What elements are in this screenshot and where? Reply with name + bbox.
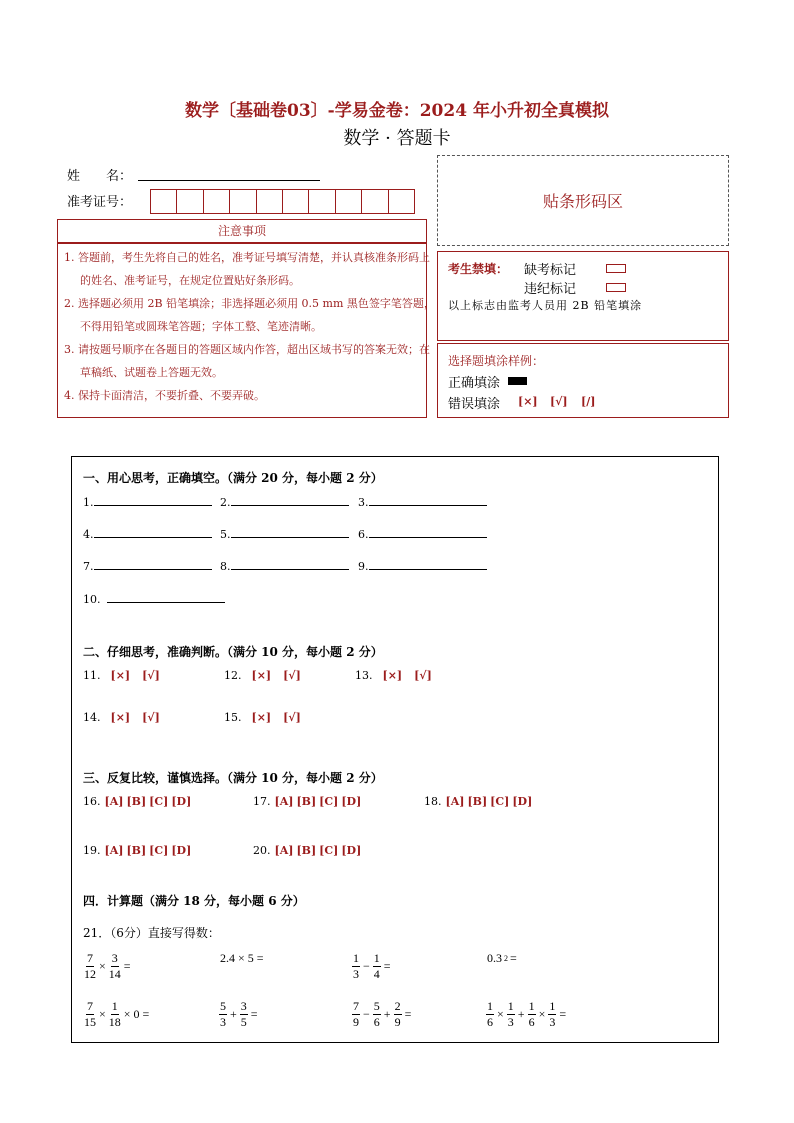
notice-item: 1. 答题前，考生先将自己的姓名，准考证号填写清楚，并认真核准条形码上的姓名、准考证号，在规定位置贴好条形码。: [64, 251, 430, 287]
operator: ×: [99, 959, 106, 973]
fraction: [352, 951, 360, 982]
option-b[interactable]: [B]: [467, 795, 488, 808]
id-digit-box[interactable]: [361, 189, 388, 214]
page-title: 数学〔基础卷03〕-学易金卷：2024 年小升初全真模拟: [185, 101, 609, 121]
option-c[interactable]: [C]: [149, 795, 169, 808]
operator: =: [404, 1007, 412, 1021]
denominator: 6: [487, 1015, 493, 1029]
option-c[interactable]: [C]: [319, 795, 339, 808]
answer-blank[interactable]: [94, 525, 212, 538]
option-b[interactable]: [B]: [126, 844, 147, 857]
calc-expression: [351, 999, 413, 1030]
fraction: [394, 999, 402, 1030]
operator: =: [510, 951, 517, 965]
option-true[interactable]: [√]: [414, 669, 432, 682]
answer-area: [71, 456, 719, 1043]
denominator: 5: [240, 1015, 247, 1029]
fill-blank-item: [358, 525, 487, 541]
barcode-area: [437, 155, 729, 246]
fill-blank-item: [83, 557, 212, 573]
choice-item: [83, 795, 191, 808]
question-number: 8.: [220, 560, 231, 573]
section-4-title: 四．计算题（满分 18 分，每小题 6 分）: [83, 894, 305, 908]
option-a[interactable]: [A]: [445, 795, 465, 808]
question-number: 13.: [355, 669, 373, 682]
correct-fill-sample: [508, 377, 527, 385]
question-number: 2.: [220, 496, 231, 509]
question-number: 1.: [83, 496, 94, 509]
fill-blank-item: [83, 590, 225, 606]
id-digit-box[interactable]: [203, 189, 230, 214]
fraction: [109, 999, 121, 1030]
operator: =: [559, 1007, 567, 1021]
id-digit-box[interactable]: [176, 189, 203, 214]
exam-marks-note: 以上标志由监考人员用 2B 铅笔填涂: [448, 299, 643, 312]
wrong-mark-slash: [/]: [581, 395, 596, 408]
option-b[interactable]: [B]: [296, 795, 317, 808]
name-field[interactable]: [138, 180, 320, 181]
judgment-item: [224, 669, 301, 682]
option-b[interactable]: [B]: [296, 844, 317, 857]
calc-expression: [485, 951, 519, 966]
denominator: 15: [84, 1015, 96, 1029]
id-digit-box[interactable]: [256, 189, 283, 214]
numerator: 7: [87, 951, 93, 965]
judgment-item: [83, 669, 160, 682]
denominator: 4: [373, 967, 380, 981]
denominator: 9: [353, 1015, 359, 1029]
option-d[interactable]: [D]: [171, 795, 192, 808]
exponent: 2: [504, 954, 508, 963]
option-a[interactable]: [A]: [104, 844, 124, 857]
answer-blank[interactable]: [369, 493, 487, 506]
question-number: 10.: [83, 593, 101, 606]
exam-marks-box: [437, 251, 729, 341]
fill-blank-item: [83, 493, 212, 509]
answer-blank[interactable]: [369, 557, 487, 570]
question-number: 16.: [83, 795, 101, 808]
operator: 2.4 × 5 =: [220, 951, 264, 965]
denominator: 18: [108, 1015, 121, 1029]
option-d[interactable]: [D]: [512, 795, 533, 808]
denominator: 12: [84, 967, 96, 981]
calc-expression: [83, 951, 133, 982]
judgment-item: [355, 669, 432, 682]
choice-item: [253, 795, 361, 808]
calc-expression: [83, 999, 151, 1030]
numerator: 1: [487, 999, 493, 1013]
option-d[interactable]: [D]: [171, 844, 192, 857]
fraction: [84, 951, 96, 982]
denominator: 3: [220, 1015, 226, 1029]
id-digit-box[interactable]: [150, 189, 177, 214]
answer-blank[interactable]: [369, 525, 487, 538]
wrong-mark-cross: [×]: [518, 395, 538, 408]
fraction: [352, 999, 360, 1030]
answer-blank[interactable]: [231, 557, 349, 570]
option-c[interactable]: [C]: [149, 844, 169, 857]
section-3-title: 三、反复比较，谨慎选择。（满分 10 分，每小题 2 分）: [83, 771, 383, 785]
numerator: 2: [394, 999, 401, 1013]
choice-item: [253, 844, 361, 857]
answer-blank[interactable]: [94, 493, 212, 506]
option-b[interactable]: [B]: [126, 795, 147, 808]
operator: × 0 =: [123, 1007, 150, 1021]
answer-blank[interactable]: [231, 525, 349, 538]
option-d[interactable]: [D]: [341, 844, 362, 857]
id-digit-box[interactable]: [335, 189, 362, 214]
numerator: 7: [87, 999, 93, 1013]
question-number: 11.: [83, 669, 101, 682]
fill-blank-item: [358, 493, 487, 509]
option-c[interactable]: [C]: [319, 844, 339, 857]
denominator: 9: [394, 1015, 401, 1029]
operator: =: [250, 1007, 258, 1021]
id-digit-box[interactable]: [282, 189, 309, 214]
operator: +: [517, 1007, 525, 1021]
page-subtitle: 数学 · 答题卡: [343, 128, 451, 149]
judgment-item: [83, 711, 160, 724]
option-false[interactable]: [×]: [251, 711, 272, 724]
fraction: [109, 951, 121, 982]
id-number-boxes: [151, 189, 415, 214]
operator: −: [363, 959, 370, 973]
section-2-title: 二、仔细思考，准确判断。（满分 10 分，每小题 2 分）: [83, 645, 383, 659]
id-digit-box[interactable]: [308, 189, 335, 214]
fill-blank-item: [220, 493, 349, 509]
choice-item: [83, 844, 191, 857]
option-a[interactable]: [A]: [274, 844, 294, 857]
name-label: 姓 名：: [67, 169, 133, 184]
fraction: [548, 999, 556, 1030]
correct-fill-label: 正确填涂: [448, 376, 501, 391]
violation-mark-box[interactable]: [606, 283, 626, 292]
denominator: 14: [108, 967, 121, 981]
option-true[interactable]: [√]: [142, 669, 160, 682]
option-d[interactable]: [D]: [341, 795, 362, 808]
operator: +: [383, 1007, 391, 1021]
calc-expression: [351, 951, 393, 982]
question-number: 4.: [83, 528, 94, 541]
absent-mark-box[interactable]: [606, 264, 626, 273]
option-a[interactable]: [A]: [274, 795, 294, 808]
notice-item: 4. 保持卡面清洁，不要折叠、不要弄破。: [64, 389, 265, 402]
operator: +: [230, 1007, 237, 1021]
fill-blank-item: [220, 557, 349, 573]
numerator: 1: [353, 951, 359, 965]
option-false[interactable]: [×]: [110, 669, 131, 682]
denominator: 3: [353, 967, 359, 981]
calc-expression: [218, 999, 260, 1030]
numerator: 1: [507, 999, 514, 1013]
question-number: 14.: [83, 711, 101, 724]
exam-marks-label: 考生禁填：: [448, 262, 509, 276]
question-number: 3.: [358, 496, 369, 509]
fraction: [528, 999, 536, 1030]
answer-blank[interactable]: [94, 557, 212, 570]
notice-body: [57, 242, 435, 418]
question-number: 19.: [83, 844, 101, 857]
notice-item: 2. 选择题必须用 2B 铅笔填涂；非选择题必须用 0.5 mm 黑色签字笔答题，不得用铅笔或圆珠笔答题；字体工整、笔迹清晰。: [64, 297, 435, 333]
section-1-title: 一、用心思考，正确填空。（满分 20 分，每小题 2 分）: [83, 471, 383, 485]
sample-title: 选择题填涂样例：: [448, 354, 545, 368]
operator: 0.3: [487, 951, 502, 965]
wrong-mark-check: [√]: [550, 395, 568, 408]
operator: ×: [538, 1007, 546, 1021]
denominator: 3: [507, 1015, 514, 1029]
judgment-item: [224, 711, 301, 724]
numerator: 1: [549, 999, 556, 1013]
absent-mark-label: 缺考标记: [524, 263, 577, 278]
calc-expression: [218, 951, 266, 966]
option-true[interactable]: [√]: [142, 711, 160, 724]
question-21-label: 21．（6分）直接写得数：: [83, 926, 220, 940]
id-digit-box[interactable]: [229, 189, 256, 214]
denominator: 3: [549, 1015, 556, 1029]
notice-item: 3. 请按题号顺序在各题目的答题区域内作答，超出区域书写的答案无效；在草稿纸、试题卷上答题无效。: [64, 343, 430, 379]
option-c[interactable]: [C]: [490, 795, 510, 808]
question-number: 18.: [424, 795, 442, 808]
option-false[interactable]: [×]: [382, 669, 403, 682]
option-false[interactable]: [×]: [251, 669, 272, 682]
question-number: 20.: [253, 844, 271, 857]
numerator: 1: [373, 951, 380, 965]
question-number: 15.: [224, 711, 242, 724]
operator: =: [383, 959, 391, 973]
fraction: [219, 999, 227, 1030]
answer-blank[interactable]: [231, 493, 349, 506]
numerator: 3: [240, 999, 247, 1013]
question-number: 5.: [220, 528, 231, 541]
choice-item: [424, 795, 532, 808]
barcode-label: 贴条形码区: [542, 192, 623, 211]
fraction: [486, 999, 494, 1030]
fraction: [373, 951, 381, 982]
fraction: [84, 999, 96, 1030]
question-number: 7.: [83, 560, 94, 573]
operator: ×: [99, 1007, 106, 1021]
question-number: 12.: [224, 669, 242, 682]
numerator: 5: [220, 999, 226, 1013]
question-number: 17.: [253, 795, 271, 808]
fraction: [240, 999, 248, 1030]
question-number: 6.: [358, 528, 369, 541]
fill-blank-item: [358, 557, 487, 573]
denominator: 6: [528, 1015, 535, 1029]
notice-title: 注意事项: [57, 219, 427, 243]
answer-blank[interactable]: [107, 590, 225, 603]
fill-sample-box: [437, 343, 729, 418]
numerator: 1: [528, 999, 535, 1013]
id-label: 准考证号：: [67, 195, 133, 210]
operator: ×: [497, 1007, 504, 1021]
numerator: 1: [111, 999, 118, 1013]
denominator: 6: [373, 1015, 380, 1029]
option-true[interactable]: [√]: [283, 669, 301, 682]
numerator: 7: [353, 999, 359, 1013]
option-true[interactable]: [√]: [283, 711, 301, 724]
numerator: 5: [373, 999, 380, 1013]
operator: =: [123, 959, 131, 973]
fill-blank-item: [220, 525, 349, 541]
id-digit-box[interactable]: [388, 189, 415, 214]
option-false[interactable]: [×]: [110, 711, 131, 724]
violation-mark-label: 违纪标记: [524, 282, 577, 297]
operator: −: [363, 1007, 370, 1021]
option-a[interactable]: [A]: [104, 795, 124, 808]
fraction: [507, 999, 515, 1030]
numerator: 3: [111, 951, 118, 965]
wrong-fill-label: 错误填涂: [448, 397, 501, 412]
calc-expression: [485, 999, 568, 1030]
fraction: [373, 999, 381, 1030]
fill-blank-item: [83, 525, 212, 541]
question-number: 9.: [358, 560, 369, 573]
